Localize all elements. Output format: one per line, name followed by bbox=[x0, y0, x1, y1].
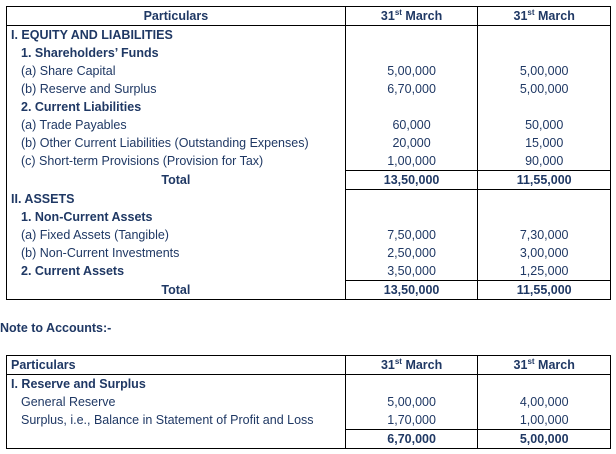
row-label: General Reserve bbox=[7, 393, 346, 411]
table-header-row bbox=[7, 356, 611, 375]
row-label: (b) Reserve and Surplus bbox=[7, 80, 346, 98]
section-heading: I. EQUITY AND LIABILITIES bbox=[7, 26, 346, 45]
total-a: 6,70,000 bbox=[345, 430, 478, 449]
subsection-heading: 2. Current Liabilities bbox=[7, 98, 346, 116]
table-row bbox=[7, 44, 611, 62]
note-title: Note to Accounts:- bbox=[0, 321, 112, 335]
header-col-a: 31st March bbox=[345, 7, 478, 26]
value-a: 2,50,000 bbox=[345, 244, 478, 262]
row-label: (a) Share Capital bbox=[7, 62, 346, 80]
total-b: 5,00,000 bbox=[478, 430, 611, 449]
table-row bbox=[7, 375, 611, 394]
subsection-heading: 1. Non-Current Assets bbox=[7, 208, 346, 226]
header-col-b: 31st March bbox=[478, 7, 611, 26]
table-row bbox=[7, 244, 611, 262]
subsection-heading: 1. Shareholders’ Funds bbox=[7, 44, 346, 62]
section-heading: II. ASSETS bbox=[7, 190, 346, 209]
total-row bbox=[7, 171, 611, 190]
total-a: 13,50,000 bbox=[345, 281, 478, 300]
reserve-surplus-table bbox=[6, 355, 611, 449]
table-row bbox=[7, 134, 611, 152]
value-a: 1,00,000 bbox=[345, 152, 478, 171]
table-row bbox=[7, 393, 611, 411]
value-b: 5,00,000 bbox=[478, 62, 611, 80]
value-b: 1,25,000 bbox=[478, 262, 611, 281]
value-a: 1,70,000 bbox=[345, 411, 478, 430]
row-label: (c) Short-term Provisions (Provision for Tax) bbox=[7, 152, 346, 171]
value-b: 4,00,000 bbox=[478, 393, 611, 411]
total-b: 11,55,000 bbox=[478, 171, 611, 190]
total-label: Total bbox=[7, 281, 346, 300]
table-row bbox=[7, 116, 611, 134]
value-a: 60,000 bbox=[345, 116, 478, 134]
value-b: 5,00,000 bbox=[478, 80, 611, 98]
table-row bbox=[7, 411, 611, 430]
subsection-heading: 2. Current Assets bbox=[7, 262, 346, 281]
table-row bbox=[7, 26, 611, 45]
table-row bbox=[7, 262, 611, 281]
row-label: (b) Non-Current Investments bbox=[7, 244, 346, 262]
value-a: 3,50,000 bbox=[345, 262, 478, 281]
value-a: 20,000 bbox=[345, 134, 478, 152]
table-row bbox=[7, 80, 611, 98]
header-col-b: 31st March bbox=[478, 356, 611, 375]
value-a: 5,00,000 bbox=[345, 393, 478, 411]
header-particulars: Particulars bbox=[7, 7, 346, 26]
value-b: 1,00,000 bbox=[478, 411, 611, 430]
table-header-row bbox=[7, 7, 611, 26]
total-label: Total bbox=[7, 171, 346, 190]
table-row bbox=[7, 208, 611, 226]
value-b: 90,000 bbox=[478, 152, 611, 171]
value-a: 7,50,000 bbox=[345, 226, 478, 244]
value-a: 6,70,000 bbox=[345, 80, 478, 98]
value-b: 7,30,000 bbox=[478, 226, 611, 244]
table-row bbox=[7, 98, 611, 116]
row-label: (a) Fixed Assets (Tangible) bbox=[7, 226, 346, 244]
section-heading: I. Reserve and Surplus bbox=[7, 375, 346, 394]
total-a: 13,50,000 bbox=[345, 171, 478, 190]
table-row bbox=[7, 62, 611, 80]
header-col-a: 31st March bbox=[345, 356, 478, 375]
table-row bbox=[7, 152, 611, 171]
row-label: (a) Trade Payables bbox=[7, 116, 346, 134]
table-row bbox=[7, 190, 611, 209]
value-a: 5,00,000 bbox=[345, 62, 478, 80]
table-row bbox=[7, 226, 611, 244]
header-particulars: Particulars bbox=[7, 356, 346, 375]
value-b: 15,000 bbox=[478, 134, 611, 152]
row-label: Surplus, i.e., Balance in Statement of Profit and Loss bbox=[7, 411, 346, 430]
total-b: 11,55,000 bbox=[478, 281, 611, 300]
balance-sheet-table bbox=[6, 6, 611, 300]
row-label: (b) Other Current Liabilities (Outstanding Expenses) bbox=[7, 134, 346, 152]
value-b: 3,00,000 bbox=[478, 244, 611, 262]
value-b: 50,000 bbox=[478, 116, 611, 134]
total-row bbox=[7, 430, 611, 449]
total-row bbox=[7, 281, 611, 300]
